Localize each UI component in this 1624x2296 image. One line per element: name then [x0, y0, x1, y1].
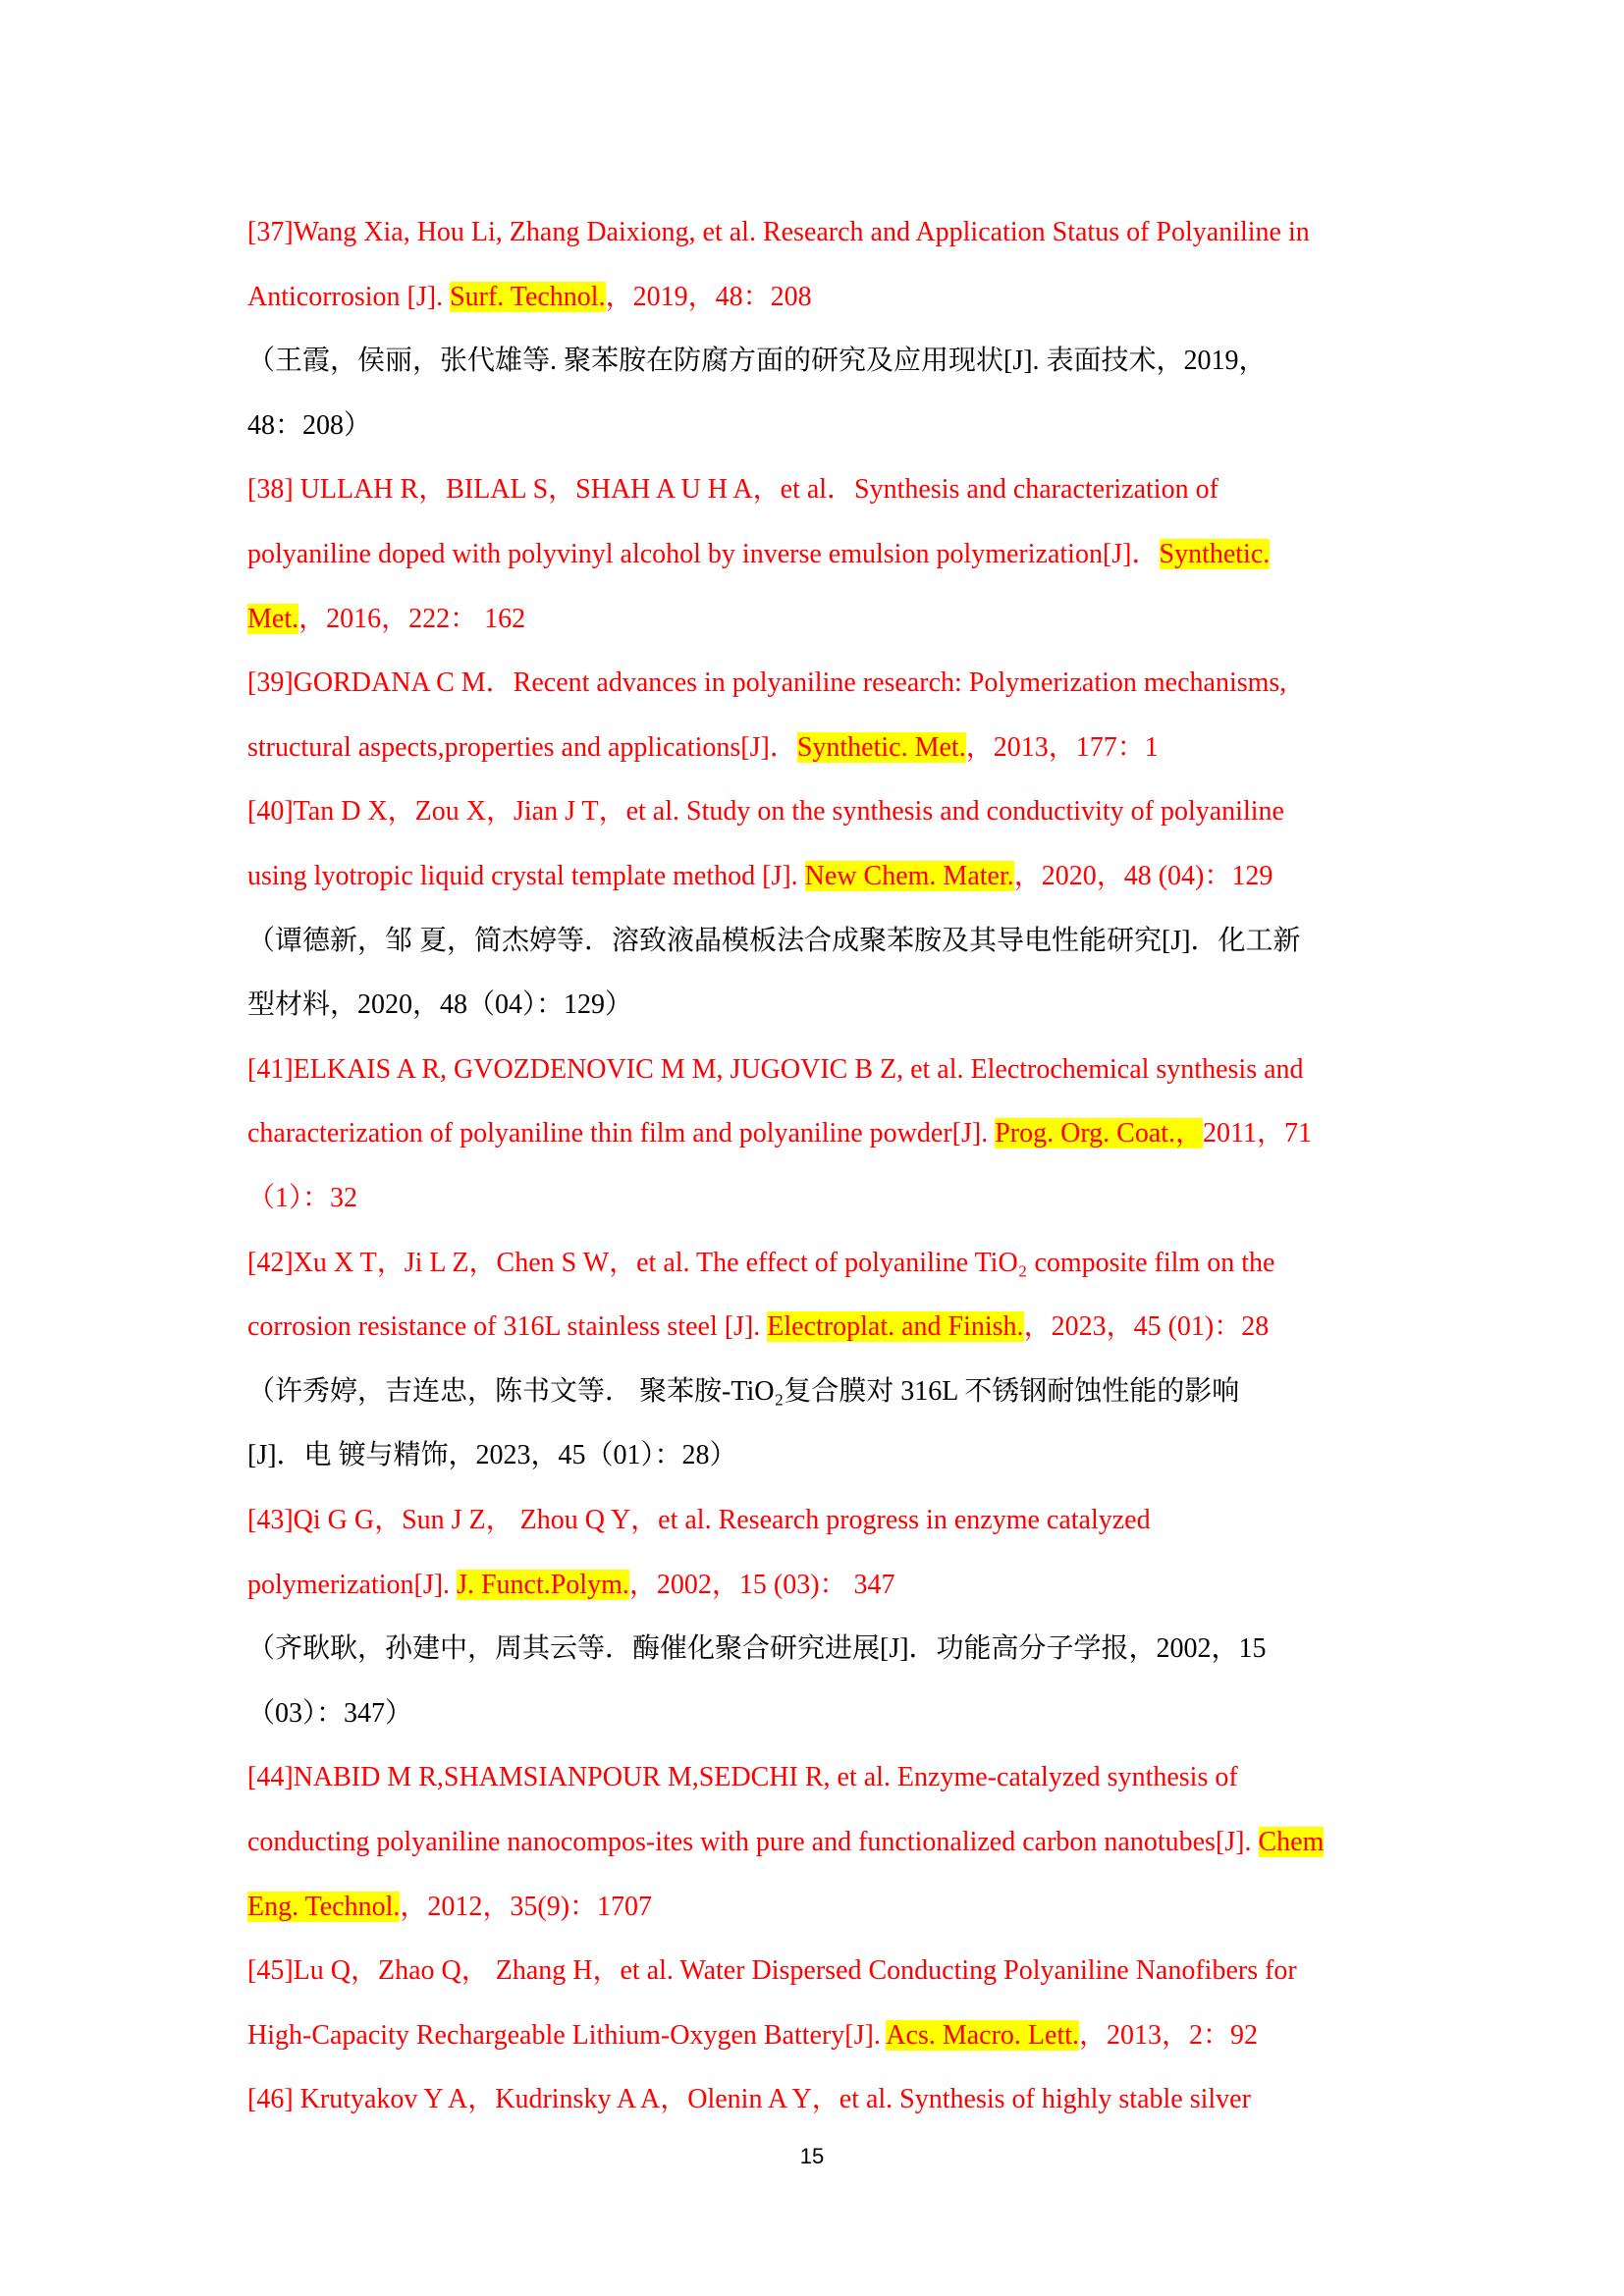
- reference-text: ，2002，15 (03)： 347: [628, 1569, 895, 1600]
- reference-text: 型材料，2020，48（04）：129）: [247, 989, 633, 1021]
- reference-text: ，2012，35(9)：1707: [400, 1891, 653, 1922]
- reference-line: [247, 727, 1159, 769]
- journal-highlight: Surf. Technol.: [450, 281, 606, 312]
- reference-line: [247, 469, 1218, 510]
- reference-line: [247, 277, 812, 318]
- reference-text: ，2019，48：208: [605, 281, 812, 312]
- reference-text: （许秀婷，吉连忠，陈书文等． 聚苯胺-TiO₂复合膜对 316L 不锈钢耐蚀性能的影响: [247, 1375, 1240, 1407]
- reference-line: [247, 2015, 1258, 2056]
- reference-text: polyaniline doped with polyvinyl alcohol by inverse emulsion polymerization[J]．: [247, 539, 1160, 569]
- reference-line-chinese: [247, 341, 1267, 382]
- reference-text: [42]Xu X T，Ji L Z，Chen S W，et al. The effect of polyaniline TiO₂ composite film on the: [247, 1247, 1275, 1278]
- reference-text: ，2016，222： 162: [298, 603, 526, 634]
- reference-line-chinese: [247, 1371, 1239, 1413]
- reference-line-chinese: [247, 1629, 1267, 1670]
- reference-line: [247, 599, 525, 640]
- reference-line: [247, 791, 1284, 832]
- reference-text: [43]Qi G G，Sun J Z， Zhou Q Y，et al. Research progress in enzyme catalyzed: [247, 1505, 1151, 1535]
- reference-line-chinese: [247, 1693, 412, 1735]
- reference-line: [247, 1243, 1274, 1284]
- journal-highlight: New Chem. Mater.: [804, 861, 1014, 891]
- reference-line: [247, 1500, 1151, 1541]
- reference-text: 2011，71: [1203, 1118, 1312, 1149]
- reference-line: [247, 534, 1270, 575]
- reference-text: [38] ULLAH R，BILAL S，SHAH A U H A，et al．Synthesis and characterization of: [247, 474, 1218, 506]
- reference-line: [247, 1307, 1269, 1348]
- reference-text: 48：208）: [247, 409, 372, 441]
- reference-text: [39]GORDANA C M．Recent advances in polyaniline research: Polymerization mechanisms,: [247, 667, 1287, 699]
- reference-line: [247, 1178, 357, 1219]
- reference-text: [40]Tan D X，Zou X，Jian J T，et al. Study on the synthesis and conductivity of polyaniline: [247, 796, 1284, 828]
- reference-text: [J]．电 镀与精饰，2023，45（01）：28）: [247, 1440, 737, 1471]
- journal-highlight: Synthetic. Met.: [796, 731, 966, 763]
- reference-text: using lyotropic liquid crystal template method [J].: [247, 861, 805, 891]
- reference-text: [45]Lu Q，Zhao Q， Zhang H，et al. Water Dispersed Conducting Polyaniline Nanofibers for: [247, 1955, 1297, 1987]
- journal-highlight: Chem: [1258, 1827, 1325, 1857]
- reference-line-chinese: [247, 405, 371, 447]
- reference-text: structural aspects,properties and applications[J]．: [247, 731, 797, 763]
- reference-line: [247, 1565, 895, 1606]
- journal-highlight: J. Funct.Polym.: [457, 1569, 629, 1600]
- page-number: 15: [799, 2144, 825, 2168]
- reference-text: （03）：347）: [247, 1697, 413, 1729]
- reference-text: corrosion resistance of 316L stainless steel [J].: [247, 1311, 768, 1343]
- reference-text: （1）：32: [247, 1183, 358, 1213]
- reference-text: polymerization[J].: [247, 1569, 458, 1600]
- reference-line: [247, 1049, 1304, 1091]
- reference-text: [44]NABID M R,SHAMSIANPOUR M,SEDCHI R, et al. Enzyme-catalyzed synthesis of: [247, 1762, 1238, 1793]
- reference-text: （齐耿耿，孙建中，周其云等．酶催化聚合研究进展[J]．功能高分子学报，2002，15: [247, 1633, 1267, 1665]
- journal-highlight: Synthetic.: [1159, 539, 1271, 569]
- reference-text: [37]Wang Xia, Hou Li, Zhang Daixiong, et al. Research and Application Status of Polyaniline in: [247, 217, 1310, 247]
- reference-text: ，2013，177：1: [965, 731, 1159, 763]
- reference-line: [247, 2079, 1251, 2120]
- reference-text: conducting polyaniline nanocompos-ites with pure and functionalized carbon nanotubes[J].: [247, 1827, 1259, 1857]
- reference-text: ，2020，48 (04)：129: [1013, 861, 1273, 891]
- journal-highlight: Met.: [247, 603, 299, 634]
- reference-text: ，2013，2：92: [1079, 2019, 1259, 2051]
- reference-line: [247, 1113, 1312, 1154]
- reference-text: characterization of polyaniline thin film and polyaniline powder[J].: [247, 1118, 996, 1149]
- reference-text: ，2023，45 (01)：28: [1023, 1311, 1270, 1343]
- reference-line-chinese: [247, 985, 632, 1026]
- reference-line: [247, 212, 1310, 253]
- reference-line-chinese: [247, 921, 1301, 962]
- reference-line: [247, 1887, 652, 1928]
- reference-line: [247, 856, 1272, 897]
- reference-line: [247, 1950, 1297, 1992]
- reference-text: （谭德新，邹 夏，简杰婷等．溶致液晶模板法合成聚苯胺及其导电性能研究[J]．化工新: [247, 925, 1301, 956]
- reference-text: High-Capacity Rechargeable Lithium-Oxygen Battery[J].: [247, 2019, 887, 2051]
- journal-highlight: Electroplat. and Finish.: [767, 1311, 1024, 1343]
- reference-text: [46] Krutyakov Y A，Kudrinsky A A，Olenin A Y，et al. Synthesis of highly stable silver: [247, 2084, 1251, 2115]
- reference-text: [41]ELKAIS A R, GVOZDENOVIC M M, JUGOVIC B Z, et al. Electrochemical synthesis and: [247, 1053, 1304, 1085]
- journal-highlight: Eng. Technol.: [247, 1891, 401, 1922]
- reference-line: [247, 1757, 1238, 1798]
- reference-line-chinese: [247, 1435, 737, 1476]
- reference-line: [247, 663, 1286, 704]
- journal-highlight: Prog. Org. Coat.，: [995, 1118, 1204, 1149]
- reference-text: （王霞，侯丽，张代雄等. 聚苯胺在防腐方面的研究及应用现状[J]. 表面技术，2019，: [247, 346, 1267, 377]
- reference-line: [247, 1822, 1324, 1863]
- reference-text: Anticorrosion [J].: [247, 281, 451, 312]
- journal-highlight: Acs. Macro. Lett.: [886, 2019, 1080, 2051]
